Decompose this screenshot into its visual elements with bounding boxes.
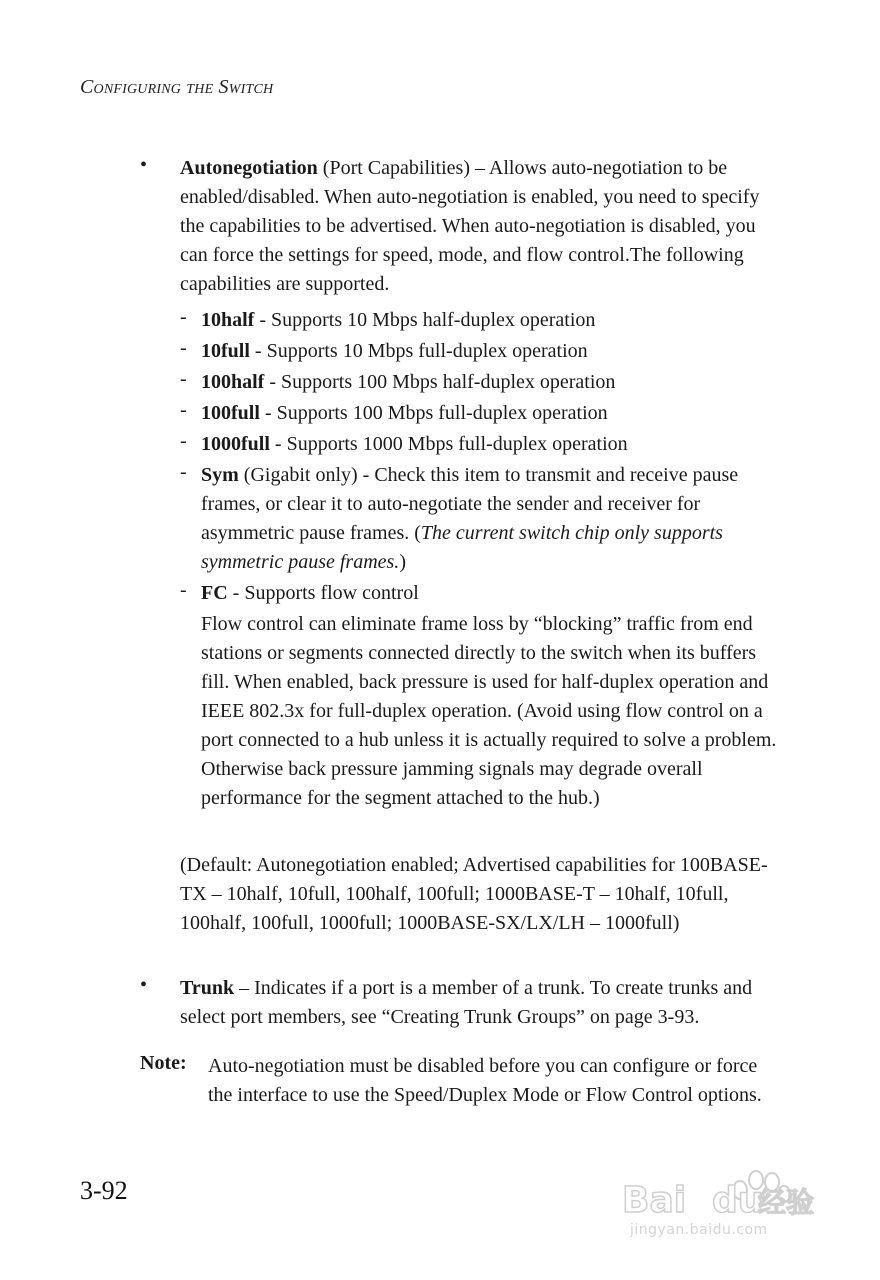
sym-item [201, 461, 786, 577]
note-label: Note: [140, 1052, 187, 1074]
list-dash: - [180, 306, 187, 328]
list-dash: - [180, 461, 187, 483]
flow-control-detail: Flow control can eliminate frame loss by “blocking” traffic from end stations or segments connected directly to the switch when its buffers fill. When enabled, back pressure is used for half-duplex operation and IEEE 802.3x for full-duplex operation. (Avoid using flow control on a port connected to a hub unless it is actually required to solve a problem. Otherwise back pressure jamming signals may degrade overall performance for the segment attached to the hub.) [201, 613, 777, 809]
autonegotiation-term: Autonegotiation [180, 157, 318, 179]
capability-item [201, 430, 628, 459]
sym-italic-note: The current switch chip only supports symmetric pause frames. [201, 522, 723, 573]
list-dash: - [180, 399, 187, 421]
capability-term: 1000full [201, 433, 270, 455]
capability-desc: - Supports 100 Mbps half-duplex operation [264, 371, 616, 393]
fc-item [201, 579, 419, 608]
capability-term: 10full [201, 340, 250, 362]
trunk-text: – Indicates if a port is a member of a trunk. To create trunks and select port members, see “Creating Trunk Groups” on page 3-93. [180, 977, 753, 1028]
autonegotiation-text: (Port Capabilities) – Allows auto-negotiation to be enabled/disabled. When auto-negotiation is enabled, you need to specify the capabilities to be advertised. When auto-negotiation is disabled, you can force the settings for speed, mode, and flow control.The following capabilities are supported. [180, 157, 760, 295]
capability-desc: - Supports 10 Mbps full-duplex operation [249, 340, 588, 362]
watermark-brand: Bai [622, 1180, 687, 1221]
watermark-url: jingyan.baidu.com [630, 1222, 768, 1238]
running-header: Configuring the Switch [80, 76, 274, 98]
capability-term: 100full [201, 402, 260, 424]
capability-item [201, 337, 588, 366]
bullet-symbol: • [140, 974, 148, 996]
default-capabilities: (Default: Autonegotiation enabled; Advertised capabilities for 100BASE-TX – 10half, 10full, 100half, 100full; 1000BASE-T – 10half, 10full, 100half, 100full, 1000full; 1000BASE-SX/LX/LH – 1000full) [180, 854, 768, 934]
bullet-symbol: • [140, 154, 148, 176]
sym-close: ) [399, 551, 406, 573]
list-dash: - [180, 368, 187, 390]
capability-term: 10half [201, 309, 255, 331]
trunk-term: Trunk [180, 977, 235, 999]
fc-desc: - Supports flow control [227, 582, 419, 604]
capability-desc: - Supports 10 Mbps half-duplex operation [254, 309, 596, 331]
trunk-paragraph [180, 974, 780, 1032]
list-dash: - [180, 579, 187, 601]
list-dash: - [180, 430, 187, 452]
note-text: Auto-negotiation must be disabled before you can configure or force the interface to use the Speed/Duplex Mode or Flow Control options. [208, 1055, 762, 1106]
list-dash: - [180, 337, 187, 359]
capability-item [201, 399, 608, 428]
capability-item [201, 368, 615, 397]
autonegotiation-paragraph [180, 154, 780, 299]
capability-item [201, 306, 595, 335]
capability-desc: - Supports 1000 Mbps full-duplex operation [269, 433, 628, 455]
capability-desc: - Supports 100 Mbps full-duplex operation [259, 402, 608, 424]
sym-desc: (Gigabit only) - Check this item to transmit and receive pause frames, or clear it to auto-negotiate the sender and receiver for asymmetric pause frames. ( [201, 464, 739, 544]
capability-term: 100half [201, 371, 265, 393]
watermark-brand-du: du [712, 1180, 764, 1221]
fc-term: FC [201, 582, 228, 604]
page-number: 3-92 [80, 1176, 128, 1205]
watermark-cn: 经验 [758, 1186, 815, 1219]
sym-term: Sym [201, 464, 239, 486]
